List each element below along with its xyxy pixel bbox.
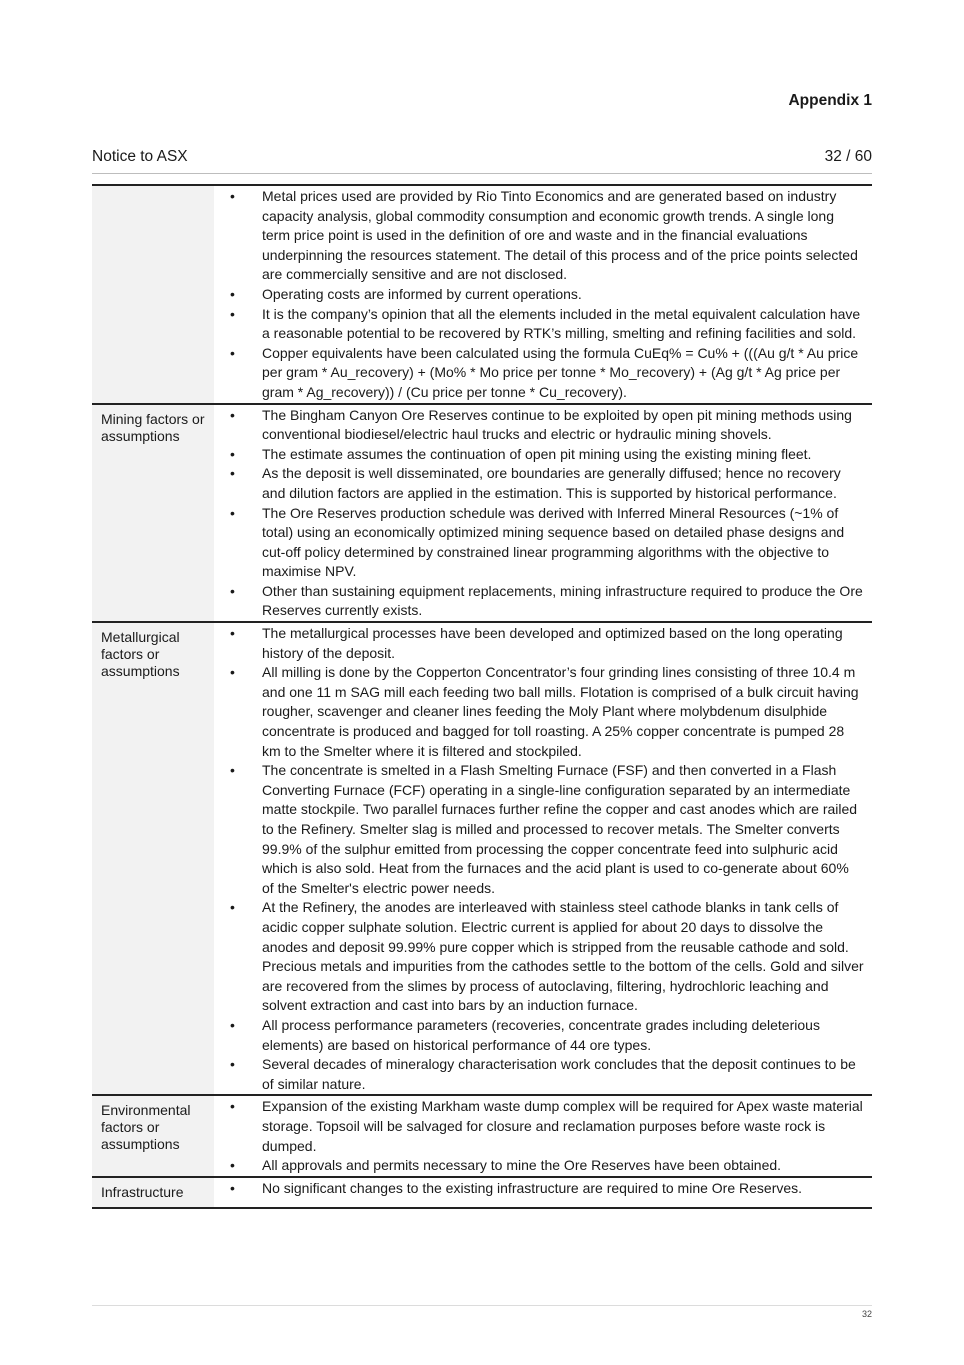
list-item-text: No significant changes to the existing infrastructure are required to mine Ore Reserves. — [262, 1179, 803, 1196]
table-row — [92, 1096, 872, 1177]
list-item — [214, 624, 864, 663]
bullet-list — [214, 624, 864, 1094]
list-item-text: Copper equivalents have been calculated using the formula CuEq% = Cu% + (((Au g/t * Au price per gram * Au_recovery) + (Mo% * Mo price per tonne * Mo_recovery) + (Ag g/t * Ag price per gram * Ag_recovery)) / (Cu price per tonne * Cu_recovery). — [262, 344, 859, 400]
bullet-icon: • — [230, 1179, 235, 1196]
bullet-icon: • — [230, 465, 235, 482]
list-item-text: At the Refinery, the anodes are interleaved with stainless steel cathode blanks in tank cells of acidic copper sulphate solution. Electric current is applied for about 20 days to dissolve the anodes and deposit 99.99% pure copper which is stripped from the reusable cathode and sold. Precious metals and impurities from the cathodes settle to the bottom of the cells. Gold and silver are recovered from the slimes by process of autoclaving, filtering, hydrochloric leaching and solvent extraction and cast into bars by an induction furnace. — [262, 899, 864, 1014]
list-item-text: All approvals and permits necessary to mine the Ore Reserves have been obtained. — [262, 1157, 782, 1174]
row-content — [214, 1096, 872, 1175]
page-header — [92, 148, 872, 166]
list-item-text: It is the company’s opinion that all the elements included in the metal equivalent calculation have a reasonable potential to be recovered by RTK’s milling, smelting and refining facilities and sold. — [262, 305, 861, 342]
bullet-icon: • — [230, 406, 235, 423]
list-item — [214, 445, 864, 465]
appendix-heading: Appendix 1 — [788, 92, 872, 109]
list-item — [214, 582, 864, 621]
ore-reserves-table — [92, 184, 872, 1209]
list-item-text: The concentrate is smelted in a Flash Smelting Furnace (FSF) and then converted in a Flash Converting Furnace (FCF) operating in a single-line configuration separated by an intermediate matte stockpile. Two parallel furnaces further refine the copper and cast anodes which are railed to the Refinery. Smelter slag is milled and processed to recover metals. The Smelter converts 99.9% of the sulphur emitted from processing the copper concentrate feed into sulphuric acid which is also sold. Heat from the furnaces and the acid plant is used to co-generate about 60% of the Smelter's electric power needs. — [262, 762, 858, 896]
list-item — [214, 504, 864, 582]
table-row — [92, 405, 872, 624]
table-row — [92, 186, 872, 405]
list-item — [214, 187, 864, 285]
bullet-icon: • — [230, 762, 235, 779]
document-title: Notice to ASX — [92, 148, 188, 165]
list-item — [214, 898, 864, 1016]
bullet-icon: • — [230, 1016, 235, 1033]
bullet-icon: • — [230, 664, 235, 681]
list-item — [214, 1097, 864, 1156]
list-item — [214, 1179, 864, 1199]
list-item-text: As the deposit is well disseminated, ore boundaries are generally diffused; hence no recovery and dilution factors are applied in the estimation. This is supported by historical performance. — [262, 465, 841, 501]
bullet-icon: • — [230, 899, 235, 916]
row-label: Infrastructure — [92, 1178, 214, 1207]
header-divider — [92, 173, 872, 174]
bullet-icon: • — [230, 305, 235, 322]
bullet-list — [214, 187, 864, 403]
row-content — [214, 1178, 872, 1207]
list-item — [214, 305, 864, 344]
bullet-icon: • — [230, 582, 235, 599]
row-content — [214, 186, 872, 403]
list-item-text: The Ore Reserves production schedule was derived with Inferred Mineral Resources (~1% of total) using an economically optimized mining sequence based on detailed phase designs and cut-off policy determined by constrained linear programming algorithms with the objective to maximise NPV. — [262, 504, 845, 580]
list-item — [214, 1055, 864, 1094]
bullet-icon: • — [230, 188, 235, 204]
list-item — [214, 464, 864, 503]
bullet-list — [214, 1097, 864, 1175]
bullet-list — [214, 1179, 864, 1199]
bullet-icon: • — [230, 1157, 235, 1174]
row-content — [214, 405, 872, 622]
list-item-text: All process performance parameters (recoveries, concentrate grades including deleterious elements) are based on historical performance of 44 ore types. — [262, 1016, 820, 1053]
bullet-icon: • — [230, 504, 235, 521]
list-item-text: Expansion of the existing Markham waste dump complex will be required for Apex waste material storage. Topsoil will be salvaged for closure and reclamation purposes before waste rock is dumped. — [262, 1098, 863, 1154]
table-row — [92, 623, 872, 1096]
list-item — [214, 406, 864, 445]
bullet-icon: • — [230, 625, 235, 642]
list-item-text: Other than sustaining equipment replacements, mining infrastructure required to produce the Ore Reserves currently exists. — [262, 582, 863, 619]
bullet-icon: • — [230, 445, 235, 462]
list-item — [214, 1156, 864, 1176]
list-item — [214, 761, 864, 898]
list-item-text: Metal prices used are provided by Rio Tinto Economics and are generated based on industry capacity analysis, global commodity consumption and economic growth trends. A single long term price point is used in the definition of ore and waste and in the financial evaluations underpinning the resources statement. The detail of this process and of the price points selected are commercially sensitive and are not disclosed. — [262, 188, 858, 283]
list-item — [214, 344, 864, 403]
bullet-icon: • — [230, 1056, 235, 1073]
row-content — [214, 623, 872, 1094]
footer-divider — [92, 1305, 872, 1306]
list-item — [214, 663, 864, 761]
list-item-text: Several decades of mineralogy characterisation work concludes that the deposit continues to be of similar nature. — [262, 1056, 856, 1092]
row-label: Metallurgical factors or assumptions — [92, 623, 214, 1094]
table-row — [92, 1178, 872, 1209]
row-label: Mining factors or assumptions — [92, 405, 214, 622]
list-item — [214, 285, 864, 305]
list-item-text: Operating costs are informed by current operations. — [262, 285, 582, 302]
row-label: Environmental factors or assumptions — [92, 1096, 214, 1175]
page-counter: 32 / 60 — [824, 148, 872, 165]
list-item-text: The metallurgical processes have been developed and optimized based on the long operating history of the deposit. — [262, 625, 843, 661]
bullet-icon: • — [230, 1098, 235, 1115]
footer-page-number: 32 — [861, 1309, 872, 1319]
row-label — [92, 186, 214, 403]
bullet-list — [214, 406, 864, 622]
bullet-icon: • — [230, 285, 235, 302]
list-item-text: The Bingham Canyon Ore Reserves continue to be exploited by open pit mining methods using conventional biodiesel/electric haul trucks and electric or hydraulic mining shovels. — [262, 406, 852, 443]
list-item-text: All milling is done by the Copperton Concentrator’s four grinding lines consisting of three 10.4 m and one 11 m SAG mill each feeding two ball mills. Flotation is comprised of a bulk circuit having rougher, scavenger and cleaner lines feeding the Moly Plant where molybdenum disulphide concentrate is produced and bagged for toll roasting. A 25% copper concentrate is pumped 28 km to the Smelter where it is filtered and stockpiled. — [262, 664, 859, 759]
list-item — [214, 1016, 864, 1055]
bullet-icon: • — [230, 344, 235, 361]
list-item-text: The estimate assumes the continuation of open pit mining using the existing mining fleet. — [262, 445, 812, 462]
